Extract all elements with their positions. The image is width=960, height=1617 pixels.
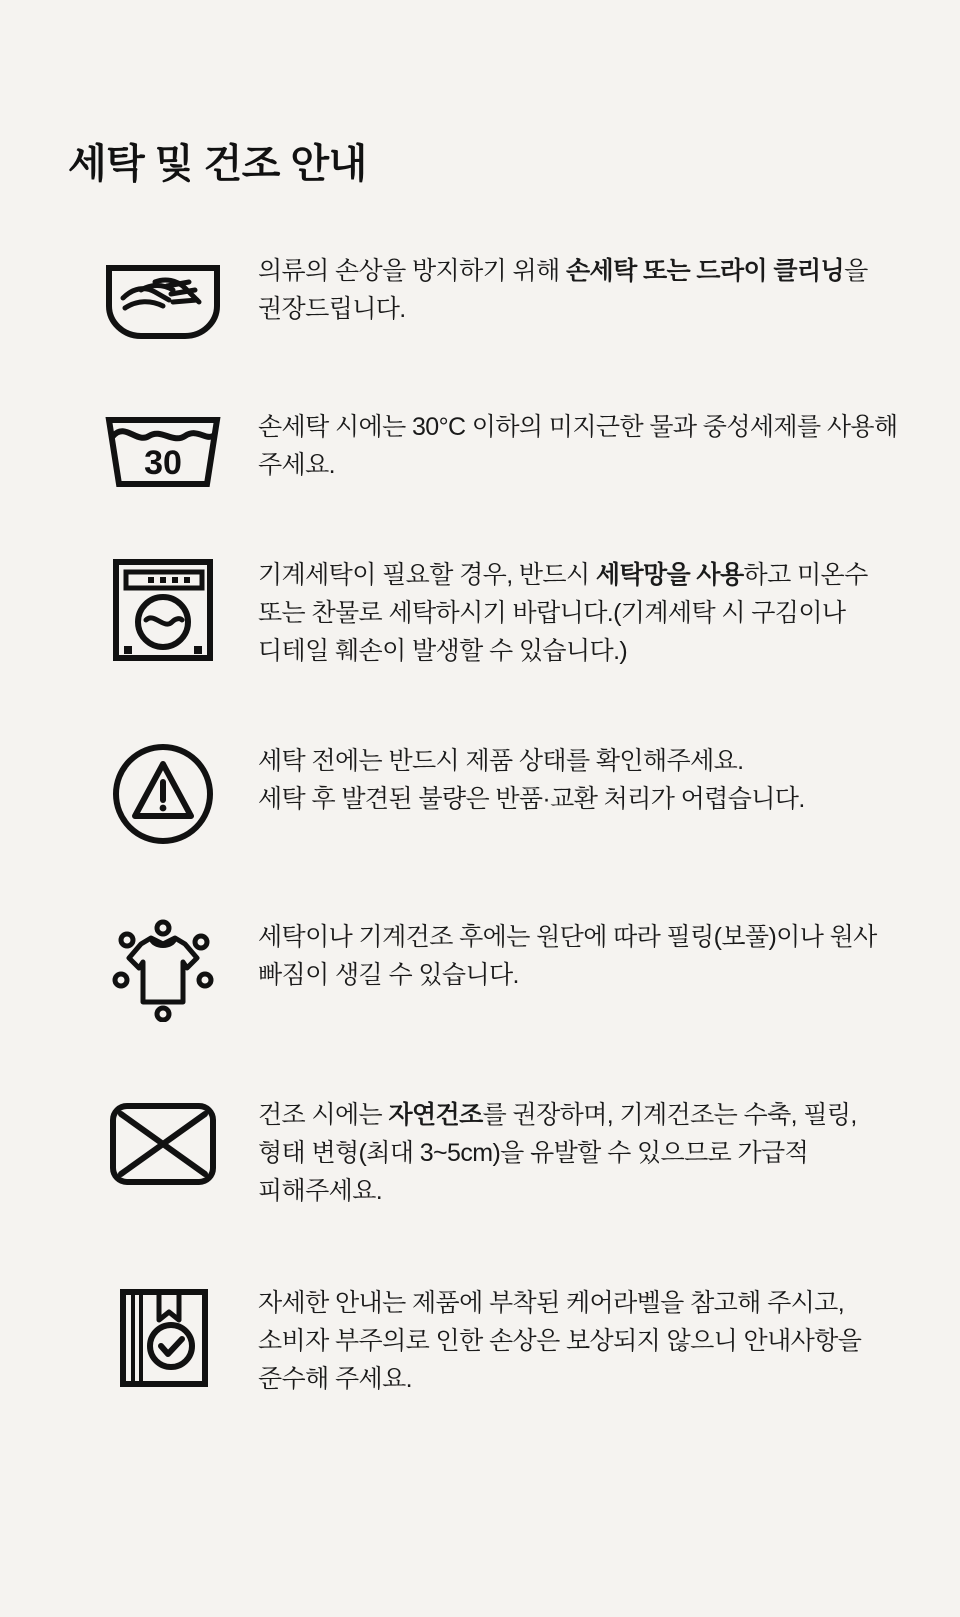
list-item-text: 기계세탁이 필요할 경우, 반드시 세탁망을 사용하고 미온수 또는 찬물로 세탁하시기 바랍니다.(기계세탁 시 구김이나 디테일 훼손이 발생할 수 있습니다.) bbox=[258, 561, 868, 665]
list-item bbox=[68, 554, 900, 670]
list-item bbox=[68, 1282, 900, 1398]
list-item-text: 건조 시에는 자연건조를 권장하며, 기계건조는 수축, 필링, 형태 변형(최대 3~5cm)을 유발할 수 있으므로 가급적 피해주세요. bbox=[258, 1101, 857, 1205]
washing-machine-icon bbox=[68, 554, 258, 664]
list-item-text: 세탁 전에는 반드시 제품 상태를 확인해주세요. 세탁 후 발견된 불량은 반품·교환 처리가 어렵습니다. bbox=[258, 747, 805, 813]
no-tumble-dry-icon bbox=[68, 1094, 258, 1192]
warning-triangle-icon bbox=[68, 740, 258, 846]
list-item bbox=[68, 740, 900, 846]
list-item bbox=[68, 406, 900, 492]
page-title: 세탁 및 건조 안내 bbox=[68, 142, 367, 186]
list-item-text: 손세탁 시에는 30°C 이하의 미지근한 물과 중성세제를 사용해 주세요. bbox=[258, 413, 898, 479]
pilling-shirt-icon bbox=[68, 916, 258, 1022]
hand-wash-icon bbox=[68, 250, 258, 344]
svg-text:30: 30 bbox=[144, 444, 182, 482]
care-label-book-icon bbox=[68, 1282, 258, 1392]
list-item-text: 자세한 안내는 제품에 부착된 케어라벨을 참고해 주시고, 소비자 부주의로 인한 손상은 보상되지 않으니 안내사항을 준수해 주세요. bbox=[258, 1289, 862, 1393]
care-instruction-list bbox=[68, 250, 900, 1398]
list-item bbox=[68, 1094, 900, 1210]
list-item bbox=[68, 916, 900, 1022]
wash-tub-30-icon bbox=[68, 406, 258, 492]
list-item-text: 세탁이나 기계건조 후에는 원단에 따라 필링(보풀)이나 원사 빠짐이 생길 수 있습니다. bbox=[258, 923, 877, 989]
list-item-text: 의류의 손상을 방지하기 위해 손세탁 또는 드라이 클리닝을 권장드립니다. bbox=[258, 257, 868, 323]
list-item bbox=[68, 250, 900, 344]
